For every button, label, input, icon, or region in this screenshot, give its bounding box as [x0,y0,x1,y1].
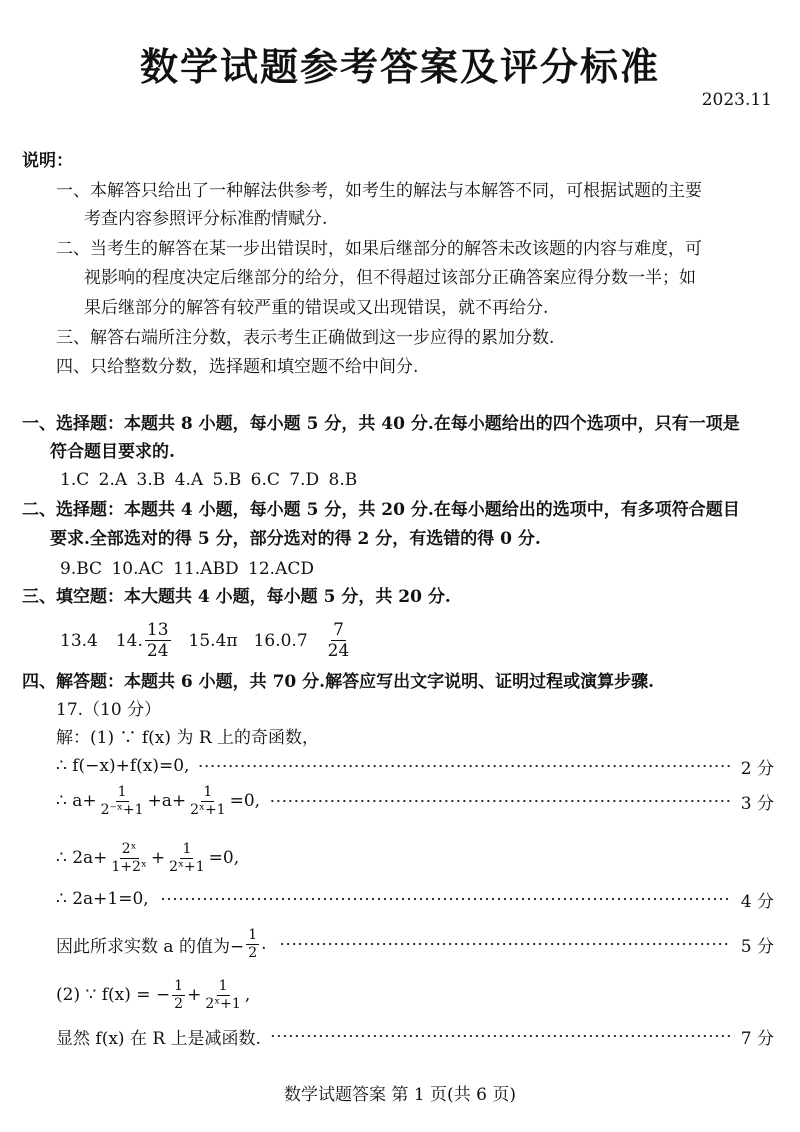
section-2-answers: 9.BC 10.AC 11.ABD 12.ACD [60,559,314,579]
leader-dots [271,1035,731,1037]
fraction-numerator: 1 [203,783,213,800]
note-1-line-1: 一、本解答只给出了一种解法供参考，如考生的解法与本解答不同，可根据试题的主要 [56,181,702,201]
answer-16-numerator: 7 [333,620,344,640]
q17-step-3-part-c: =0, [229,791,261,811]
answer-13: 13.4 [60,630,98,651]
q17-step-1: 解：(1) ∵ f(x) 为 R 上的奇函数， [56,728,320,748]
answer-16-denominator: 24 [327,641,350,661]
answer-14-label: 14. [115,630,143,651]
q17-step-7-fraction-2 [203,978,242,1013]
q17-step-6-fraction [246,927,259,962]
fraction-denominator: 2⁻ˣ+1 [100,801,144,818]
q17-step-6-row [56,926,774,962]
fraction-denominator: 1+2ˣ [111,858,147,875]
page-footer: 数学试题答案 第 1 页(共 6 页) [284,1085,516,1105]
answer-16: 16.0.7 [253,630,308,651]
q17-step-6-part-a: 因此所求实数 a 的值为− [56,936,245,957]
note-3: 三、解答右端所注分数，表示考生正确做到这一步应得的累加分数. [56,328,555,348]
q17-step-4-part-b: + [150,848,166,868]
q17-score-3: 3 分 [740,793,774,814]
section-3-answers [60,620,353,661]
fraction-numerator: 1 [174,977,184,994]
leader-dots [277,943,731,945]
note-1-line-2: 考查内容参照评分标准酌情赋分. [84,209,328,229]
q17-score-6: 5 分 [740,936,774,957]
q17-step-3-part-a: ∴ a+ [56,791,97,811]
q17-step-7-part-c: , [244,985,251,1005]
section-2-heading: 二、选择题：本题共 4 小题，每小题 5 分，共 20 分.在每小题给出的选项中，有多项符合题目 [22,500,740,520]
note-2-line-1: 二、当考生的解答在某一步出错误时，如果后继部分的解答未改该题的内容与难度，可 [56,239,702,259]
q17-step-3-row [56,783,774,818]
answer-15: 15.4π [188,630,238,651]
q17-step-3-fraction-2 [188,784,227,819]
notes-heading: 说明： [22,151,73,171]
fraction-numerator: 2ˣ [121,840,137,857]
q17-step-6 [56,927,267,962]
section-1-heading: 一、选择题：本题共 8 小题，每小题 5 分，共 40 分.在每小题给出的四个选项中，只有一项是 [22,414,740,434]
q17-step-8: 显然 f(x) 在 R 上是减函数. [56,1028,261,1049]
page-title: 数学试题参考答案及评分标准 [139,44,660,89]
q17-step-4-fraction-1 [109,841,148,876]
fraction-denominator: 2ˣ+1 [205,995,241,1012]
q17-step-4-fraction-2 [167,841,206,876]
section-4-heading: 四、解答题：本题共 6 小题，共 70 分.解答应写出文字说明、证明过程或演算步骤. [22,672,654,692]
q17-step-7 [56,975,250,1015]
q17-score-2: 2 分 [740,758,774,779]
section-1-answers: 1.C 2.A 3.B 4.A 5.B 6.C 7.D 8.B [60,470,358,490]
q17-step-3 [56,784,260,819]
fraction-denominator: 2 [174,995,184,1012]
q17-score-5: 4 分 [740,891,774,912]
q17-step-6-part-b: . [261,934,267,954]
fraction-denominator: 2 [248,944,258,961]
q17-step-5-row [56,888,774,910]
document-date: 2023.11 [701,90,772,110]
leader-dots [270,800,731,802]
fraction-numerator: 1 [248,926,258,943]
q17-step-4-part-a: ∴ 2a+ [56,848,108,868]
q17-header: 17.（10 分） [56,700,162,720]
answer-14-numerator: 13 [146,620,169,640]
fraction-denominator: 2ˣ+1 [190,801,226,818]
fraction-numerator: 1 [218,977,228,994]
leader-dots [159,898,731,900]
q17-step-5: ∴ 2a+1=0, [56,889,149,909]
q17-step-7-part-b: + [187,985,202,1005]
note-2-line-3: 果后继部分的解答有较严重的错误或又出现错误，就不再给分. [84,298,549,318]
note-2-line-2: 视影响的程度决定后继部分的给分，但不得超过该部分正确答案应得分数一半；如 [84,268,696,288]
answer-16-fraction [326,620,352,661]
q17-step-2-row [56,755,774,777]
fraction-numerator: 1 [117,783,127,800]
q17-score-8: 7 分 [740,1028,774,1049]
section-3-heading: 三、填空题：本大题共 4 小题，每小题 5 分，共 20 分. [22,587,451,607]
answer-14-denominator: 24 [146,641,169,661]
leader-dots [199,765,730,767]
fraction-numerator: 1 [182,840,192,857]
q17-step-3-part-b: +a+ [147,791,187,811]
q17-step-7-fraction-1 [172,978,185,1013]
q17-step-8-row [56,1025,774,1047]
section-2-heading-cont: 要求.全部选对的得 5 分，部分选对的得 2 分，有选错的得 0 分. [50,529,541,549]
q17-step-7-part-a: (2) ∵ f(x) = − [56,985,171,1005]
section-1-heading-cont: 符合题目要求的. [50,442,175,462]
note-4: 四、只给整数分数，选择题和填空题不给中间分. [56,357,419,377]
answer-14-fraction [145,620,171,661]
q17-step-2: ∴ f(−x)+f(x)=0, [56,756,190,776]
q17-step-3-fraction-1 [99,784,146,819]
q17-step-4 [56,838,239,878]
q17-step-4-part-c: =0, [208,848,240,868]
fraction-denominator: 2ˣ+1 [169,858,205,875]
